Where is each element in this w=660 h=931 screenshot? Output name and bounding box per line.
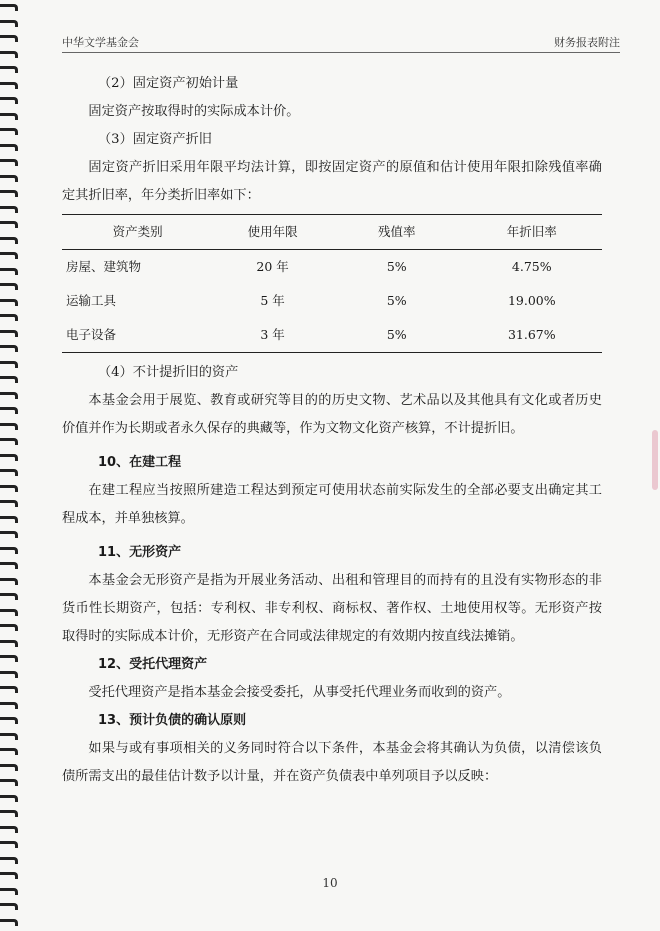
binding-ring <box>0 485 18 492</box>
section-heading: 10、在建工程 <box>98 455 182 470</box>
binding-ring <box>0 159 18 166</box>
binding-ring <box>0 97 18 104</box>
column-header: 资产类别 <box>112 224 163 239</box>
section-heading: 13、预计负债的确认原则 <box>98 713 247 728</box>
binding-ring <box>0 857 18 864</box>
binding-ring <box>0 299 18 306</box>
binding-ring <box>0 841 18 848</box>
subsection-title: （3）固定资产折旧 <box>98 132 212 147</box>
binding-ring <box>0 795 18 802</box>
binding-ring <box>0 407 18 414</box>
paragraph: 本基金会无形资产是指为开展业务活动、出租和管理目的而持有的且没有实物形态的非货币性长期资产，包括：专利权、非专利权、商标权、著作权、土地使用权等。无形资产按取得时的实际成本计价，无形资产在合同或法律规定的有效期内按直线法摊销。 <box>62 573 602 644</box>
table-cell: 31.67% <box>507 327 556 342</box>
binding-ring <box>0 283 18 290</box>
binding-ring <box>0 764 18 771</box>
table-cell: 3 年 <box>260 327 285 342</box>
binding-ring <box>0 113 18 120</box>
table-cell: 运输工具 <box>66 293 117 308</box>
binding-ring <box>0 330 18 337</box>
binding-ring <box>0 51 18 58</box>
paragraph: 固定资产折旧采用年限平均法计算，即按固定资产的原值和估计使用年限扣除残值率确定其折旧率，年分类折旧率如下： <box>62 160 602 203</box>
header-divider <box>62 52 620 53</box>
binding-ring <box>0 438 18 445</box>
binding-ring <box>0 655 18 662</box>
binding-ring <box>0 609 18 616</box>
paragraph: 如果与或有事项相关的义务同时符合以下条件，本基金会将其确认为负债，以清偿该负债所需支出的最佳估计数予以计量，并在资产负债表中单列项目予以反映： <box>62 741 602 784</box>
binding-ring <box>0 392 18 399</box>
table-cell: 5 年 <box>260 293 285 308</box>
table-cell: 20 年 <box>256 259 289 274</box>
binding-ring <box>0 252 18 259</box>
binding-ring <box>0 686 18 693</box>
table-cell: 5% <box>386 327 407 342</box>
header-section-title: 财务报表附注 <box>554 36 620 49</box>
binding-ring <box>0 624 18 631</box>
binding-ring <box>0 593 18 600</box>
binding-ring <box>0 547 18 554</box>
page-number: 10 <box>322 876 338 890</box>
binding-ring <box>0 717 18 724</box>
binding-ring <box>0 144 18 151</box>
binding-ring <box>0 454 18 461</box>
binding-ring <box>0 640 18 647</box>
binding-ring <box>0 314 18 321</box>
binding-ring <box>0 268 18 275</box>
table-cell: 电子设备 <box>66 327 117 342</box>
binding-ring <box>0 779 18 786</box>
section-heading: 12、受托代理资产 <box>98 657 208 672</box>
binding-ring <box>0 190 18 197</box>
binding-ring <box>0 66 18 73</box>
binding-ring <box>0 810 18 817</box>
paragraph: 受托代理资产是指本基金会接受委托，从事受托代理业务而收到的资产。 <box>88 685 511 700</box>
binding-ring <box>0 531 18 538</box>
page-header <box>62 34 620 54</box>
table-row <box>62 318 602 353</box>
section-heading: 11、无形资产 <box>98 545 182 560</box>
table-cell: 19.00% <box>507 293 556 308</box>
binding-ring <box>0 175 18 182</box>
column-header: 年折旧率 <box>506 224 557 239</box>
binding-ring <box>0 826 18 833</box>
binding-ring <box>0 733 18 740</box>
binding-ring <box>0 919 18 926</box>
binding-ring <box>0 4 18 11</box>
binding-ring <box>0 671 18 678</box>
binding-ring <box>0 702 18 709</box>
column-header: 使用年限 <box>247 224 298 239</box>
binding-ring <box>0 376 18 383</box>
subsection-title: （4）不计提折旧的资产 <box>98 365 239 380</box>
binding-ring <box>0 206 18 213</box>
binding-ring <box>0 423 18 430</box>
header-org-name: 中华文学基金会 <box>62 36 139 49</box>
table-cell: 5% <box>386 259 407 274</box>
margin-mark <box>652 430 658 490</box>
paragraph: 本基金会用于展览、教育或研究等目的的历史文物、艺术品以及其他具有文化或者历史价值并作为长期或者永久保存的典藏等，作为文物文化资产核算，不计提折旧。 <box>62 393 602 436</box>
subsection-title: （2）固定资产初始计量 <box>98 76 239 91</box>
binding-ring <box>0 903 18 910</box>
binding-ring <box>0 35 18 42</box>
binding-ring <box>0 578 18 585</box>
column-header: 残值率 <box>378 224 416 239</box>
table-row <box>62 284 602 318</box>
binding-ring <box>0 20 18 27</box>
table-cell: 4.75% <box>511 259 552 274</box>
paragraph: 固定资产按取得时的实际成本计价。 <box>88 104 300 119</box>
binding-ring <box>0 361 18 368</box>
binding-ring <box>0 469 18 476</box>
binding-ring <box>0 500 18 507</box>
table-header-row <box>62 215 602 250</box>
binding-ring <box>0 748 18 755</box>
binding-ring <box>0 237 18 244</box>
paragraph: 在建工程应当按照所建造工程达到预定可使用状态前实际发生的全部必要支出确定其工程成本，并单独核算。 <box>62 483 602 526</box>
table-cell: 房屋、建筑物 <box>66 259 142 274</box>
binding-ring <box>0 345 18 352</box>
binding-ring <box>0 221 18 228</box>
depreciation-table <box>62 214 602 353</box>
binding-ring <box>0 562 18 569</box>
table-row <box>62 250 602 285</box>
document-body <box>62 70 602 791</box>
binding-ring <box>0 82 18 89</box>
binding-ring <box>0 516 18 523</box>
table-cell: 5% <box>386 293 407 308</box>
binding-ring <box>0 128 18 135</box>
spiral-binding <box>0 0 22 931</box>
